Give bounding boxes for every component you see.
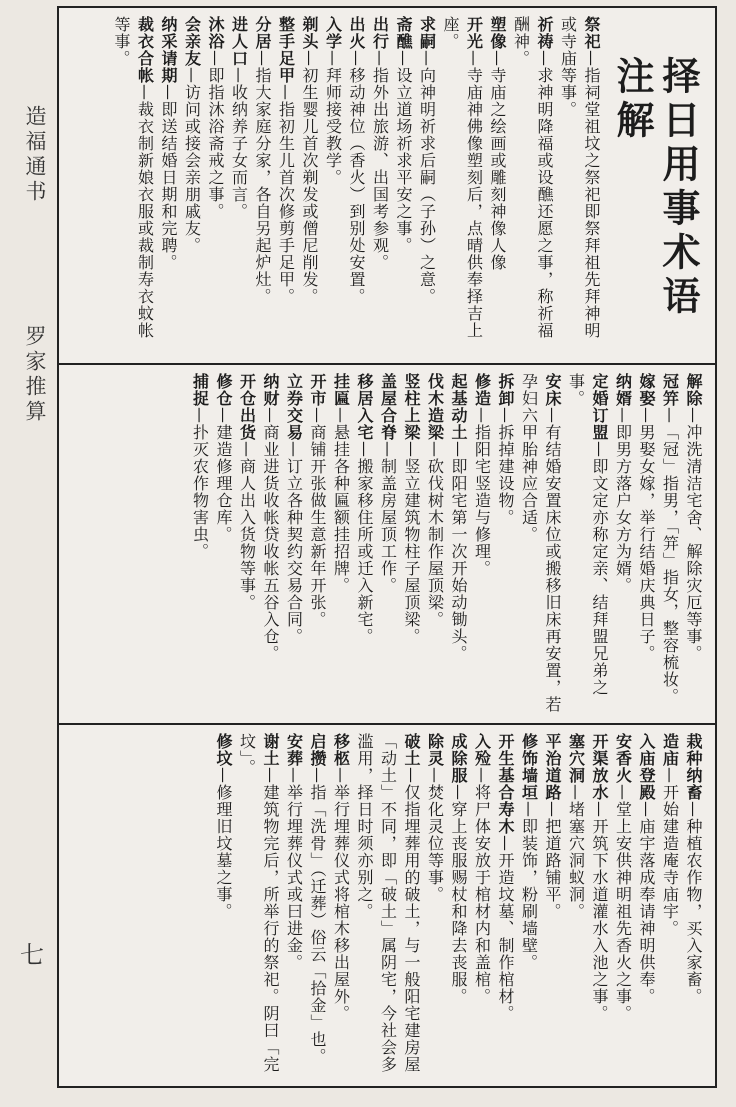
term-label: 除灵 [425,733,445,767]
term-label: 裁衣合帐 [135,16,155,84]
term-label: 纳财 [261,373,280,407]
term-label: 会亲友 [182,16,202,67]
term-label: 移居入宅 [355,373,374,441]
term-definition: —商业进货收帐贷收帐五谷入仓。 [261,407,280,662]
term-label: 开市 [308,373,327,407]
term-definition: —举行埋葬仪式将棺木移出屋外。 [331,767,351,1022]
term-definition: —悬挂各种匾额挂招牌。 [331,407,351,594]
term-label: 开生基合寿木 [496,733,515,835]
term-definition: —移动神位（香火）到别处安置。 [347,50,366,305]
term-entry [180,16,204,355]
term-entry [470,733,494,1078]
term-definition: —堂上安供神明祖先香火之事。 [613,784,633,1022]
term-entry [376,373,400,715]
term-definition: —裁衣制新娘衣服或裁制寿衣蚊帐等事。 [112,16,155,339]
term-entry [157,16,181,355]
term-entry [274,16,298,355]
term-definition: —拜师接受教学。 [323,50,343,186]
term-entry [447,373,471,715]
term-definition: —商铺开张做生意新年开张。 [308,407,327,628]
term-entry [611,733,635,1078]
term-definition: —仅指埋葬用的破土，与一般阳宅建房屋「动土」不同，即「破土」属阴宅，今社会多滥用，择日时须亦别之。 [355,733,421,1073]
term-definition: —求神明降福或设醮还愿之事，称祈福酬神。 [511,16,554,339]
term-label: 栽种纳畜 [684,733,703,801]
term-entry [423,373,447,715]
term-entry [235,373,259,715]
term-label: 开光 [464,16,484,50]
term-label: 塑像 [488,16,507,50]
term-entry [345,16,369,355]
term-label: 开渠放水 [590,733,609,801]
term-definition: —竖立建筑物柱子屋顶梁。 [402,441,421,645]
term-entry [329,373,353,715]
term-definition: —即阳宅第一次开始动锄头。 [449,441,468,662]
term-label: 捕捉 [190,373,210,407]
term-label: 斋醮 [394,16,413,50]
term-definition: —指大家庭分家，各自另起炉灶。 [253,50,272,305]
term-label: 纳婿 [613,373,633,407]
term-entry [282,373,306,715]
term-label: 剃头 [300,16,319,50]
page-number: 七 [20,941,44,969]
term-definition: —男娶女嫁，举行结婚庆典日子。 [637,407,656,662]
term-label: 沐浴 [206,16,225,50]
term-definition: —建造修理仓库。 [214,407,233,543]
term-label: 定婚订盟 [590,373,609,441]
entry-list-middle [188,373,705,715]
term-label: 移柩 [331,733,351,767]
term-label: 祈祷 [535,16,554,50]
term-definition: —指祠堂祖坟之祭祀即祭拜祖先拜神明或寺庙等事。 [558,16,601,339]
term-entry [470,373,494,715]
term-entry [227,16,251,355]
term-label: 起基动土 [449,373,468,441]
term-label: 安葬 [284,733,304,767]
term-definition: —穿上丧服赐杖和降去丧服。 [449,784,468,1005]
term-entry [588,733,612,1078]
term-definition: —制盖房屋顶工作。 [378,441,398,594]
term-entry [541,733,565,1078]
term-label: 出火 [347,16,366,50]
term-definition: —指阳宅竖造与修理。 [472,407,492,577]
term-definition: —堵塞穴洞蚁洞。 [566,784,586,920]
term-entry [564,733,588,1078]
term-entry [682,373,706,715]
term-entry [353,733,424,1078]
term-entry [556,16,603,355]
term-label: 谢土 [261,733,280,767]
term-definition: —即装饰，粉刷墙壁。 [519,801,539,971]
term-entry [212,733,236,1078]
term-label: 出行 [370,16,390,50]
term-label: 入学 [323,16,343,50]
term-entry [447,733,471,1078]
term-entry [494,733,518,1078]
term-entry [306,373,330,715]
term-entry [298,16,322,355]
term-label: 破土 [402,733,421,767]
term-definition: —「冠」指男，「笄」指女，整容梳妆。 [660,407,680,705]
term-definition: —访问或接会亲朋戚友。 [182,67,202,254]
term-entry [259,373,283,715]
term-label: 解除 [684,373,703,407]
term-entry [682,733,706,1078]
term-definition: —指初生儿首次修剪手足甲。 [276,84,296,305]
term-definition: —拆掉建设物。 [496,407,515,526]
term-entry [635,733,659,1078]
term-entry [635,373,659,715]
term-entry [494,373,518,715]
term-label: 分居 [253,16,272,50]
term-definition: —种植农作物，买入家畜。 [684,801,703,1005]
term-label: 入殓 [472,733,492,767]
term-definition: —即送结婚日期和完聘。 [159,84,178,271]
term-entry [392,16,416,355]
term-definition: —焚化灵位等事。 [425,767,445,903]
term-entry [212,373,236,715]
term-label: 入庙登殿 [637,733,656,801]
term-definition: —指「洗骨」（迁葬）俗云「拾金」也。 [308,767,327,1065]
term-definition: —将尸体安放于棺材内和盖棺。 [472,767,492,1005]
term-definition: —设立道场祈求平安之事。 [394,50,413,254]
term-label: 伐木造梁 [425,373,445,441]
term-label: 造庙 [660,733,680,767]
term-definition: —有结婚安置床位或搬移旧床再安置，若孕妇六甲胎神应合适。 [519,373,562,713]
term-label: 立券交易 [284,373,304,441]
term-definition: —向神明祈求后嗣（子孙）之意。 [417,50,437,305]
term-entry [611,373,635,715]
side-label-middle: 罗家推算 [23,325,47,425]
panel-bottom [59,723,715,1086]
term-definition: —冲洗清洁宅舍、解除灾厄等事。 [684,407,703,662]
term-definition: —庙宇落成奉请神明供奉。 [637,801,656,1005]
term-label: 成除服 [449,733,468,784]
term-definition: —砍伐树木制作屋顶梁。 [425,441,445,628]
term-label: 挂匾 [331,373,351,407]
term-entry [400,373,424,715]
term-entry [321,16,345,355]
term-label: 冠笄 [660,373,680,407]
term-label: 修造 [472,373,492,407]
term-definition: —收纳养子女而言。 [229,67,249,220]
term-label: 嫁娶 [637,373,656,407]
term-definition: —即指沐浴斋戒之事。 [206,50,225,220]
term-entry [204,16,228,355]
term-entry [658,373,682,715]
term-definition: —寺庙神佛像塑刻后，点晴供奉择吉上座。 [441,16,484,339]
term-label: 修饰墙垣 [519,733,539,801]
term-label: 塞穴洞 [566,733,586,784]
term-definition: —即文定亦称定亲、结拜盟兄弟之事。 [566,373,609,696]
term-entry [368,16,392,355]
term-definition: —举行埋葬仪式或曰进金。 [284,767,304,971]
term-label: 拆卸 [496,373,515,407]
term-entry [415,16,439,355]
term-entry [517,733,541,1078]
panel-middle [59,363,715,723]
term-entry [329,733,353,1078]
term-label: 启攒 [308,733,327,767]
term-label: 安香火 [613,733,633,784]
term-entry [509,16,556,355]
term-label: 修仓 [214,373,233,407]
term-entry [658,733,682,1078]
term-definition: —开筑下水道灌水入池之事。 [590,801,609,1022]
term-label: 竖柱上梁 [402,373,421,441]
term-definition: —订立各种契约交易合同。 [284,441,304,645]
term-definition: —指外出旅游、出国考参观。 [370,50,390,271]
term-entry [517,373,564,715]
content-frame [57,6,717,1088]
term-definition: —建筑物完后，所举行的祭祀。阴曰「完坟」。 [237,733,280,1073]
term-entry [282,733,306,1078]
term-definition: —搬家移住所或迁入新宅。 [355,441,374,645]
entry-list-bottom [212,733,706,1078]
term-label: 祭祀 [582,16,601,50]
term-definition: —扑灭农作物害虫。 [190,407,210,560]
term-entry [110,16,157,355]
term-label: 安床 [543,373,562,407]
term-entry [353,373,377,715]
term-definition: —即男方落户女方为婿。 [613,407,633,594]
term-entry [251,16,275,355]
term-label: 进人口 [229,16,249,67]
term-definition: —初生婴儿首次剃发或僧尼削发。 [300,50,319,305]
term-definition: —开始建造庵寺庙宇。 [660,767,680,937]
term-entry [439,16,486,355]
entry-list-top [110,16,604,355]
term-label: 求嗣 [417,16,437,50]
term-definition: —把道路铺平。 [543,801,562,920]
term-definition: —开造坟墓、制作棺材。 [496,835,515,1022]
term-label: 平治道路 [543,733,562,801]
term-label: 整手足甲 [276,16,296,84]
term-definition: —修理旧坟墓之事。 [214,767,233,920]
term-entry [564,373,611,715]
side-label-top: 造福通书 [23,105,47,205]
page-title: 择日用事术语注解 [610,56,700,320]
term-entry [306,733,330,1078]
term-entry [423,733,447,1078]
term-label: 纳采请期 [159,16,178,84]
term-definition: —寺庙之绘画或雕刻神像人像 [488,50,507,271]
term-label: 修坟 [214,733,233,767]
term-label: 盖屋合脊 [378,373,398,441]
term-entry [188,373,212,715]
term-label: 开仓出货 [237,373,257,441]
term-definition: —商人出入货物等事。 [237,441,257,611]
panel-top [59,8,715,363]
term-entry [486,16,510,355]
term-entry [235,733,282,1078]
